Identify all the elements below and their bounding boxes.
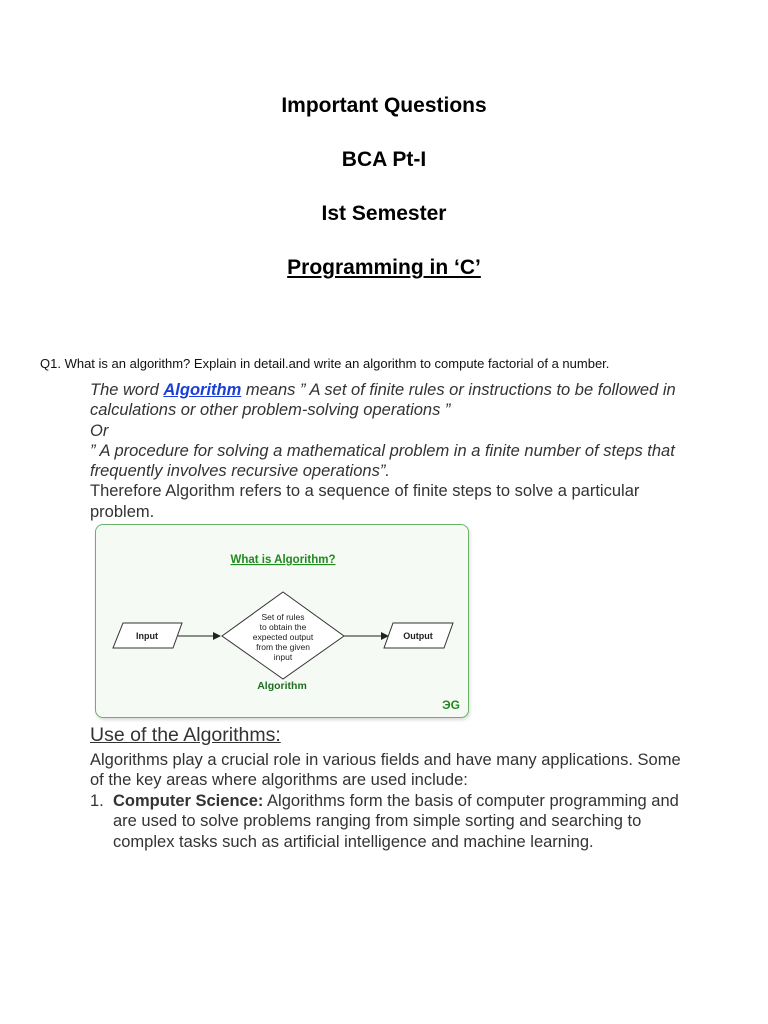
course-heading: BCA Pt-I	[341, 148, 427, 171]
answer-block	[90, 380, 690, 522]
algorithm-label: Algorithm	[257, 680, 307, 692]
input-label: Input	[136, 631, 158, 641]
or-text: Or	[90, 421, 109, 440]
uses-heading: Use of the Algorithms:	[90, 724, 281, 746]
conclusion-text: Therefore Algorithm refers to a sequence of finite steps to solve a particular problem.	[90, 482, 640, 521]
uses-list	[90, 791, 690, 852]
semester-heading: Ist Semester	[321, 202, 447, 225]
list-item-body	[113, 791, 690, 852]
diamond-line-1: Set of rules	[261, 612, 305, 622]
algorithm-link[interactable]: Algorithm	[163, 381, 242, 399]
document-title: Important Questions	[281, 94, 487, 117]
definition-1-prefix: The word	[90, 381, 164, 399]
subject-heading: Programming in ‘C’	[287, 256, 481, 279]
algorithm-diagram	[95, 524, 469, 718]
definition-1-suffix: means ” A set of finite rules or instructions to be followed in calculations or other problem-solving operations ”	[90, 381, 676, 420]
algorithm-diagram-svg	[96, 525, 468, 717]
diamond-line-3: expected output	[252, 632, 314, 642]
diamond-line-5: input	[273, 652, 293, 662]
uses-intro: Algorithms play a crucial role in various fields and have many applications. Some of the key areas where algorithms are used include:	[90, 751, 681, 790]
question-1: Q1. What is an algorithm? Explain in detail.and write an algorithm to compute factorial of a number.	[40, 356, 610, 371]
list-item-title: Computer Science:	[113, 792, 264, 810]
definition-2: ” A procedure for solving a mathematical problem in a finite number of steps that frequently involves recursive operations”.	[90, 441, 675, 481]
list-item	[90, 791, 690, 852]
output-label: Output	[403, 631, 433, 641]
gfg-logo-icon: ЭG	[442, 698, 460, 712]
list-item-text: Algorithms form the basis of computer programming and are used to solve problems ranging from simple sorting and searching to complex tasks such as artificial intelligence and machine learning.	[113, 792, 679, 851]
list-item-number: 1.	[90, 792, 104, 810]
definition-1	[90, 380, 690, 421]
diagram-title: What is Algorithm?	[230, 554, 336, 566]
diamond-line-2: to obtain the	[259, 622, 307, 632]
diamond-line-4: from the given	[256, 642, 310, 652]
